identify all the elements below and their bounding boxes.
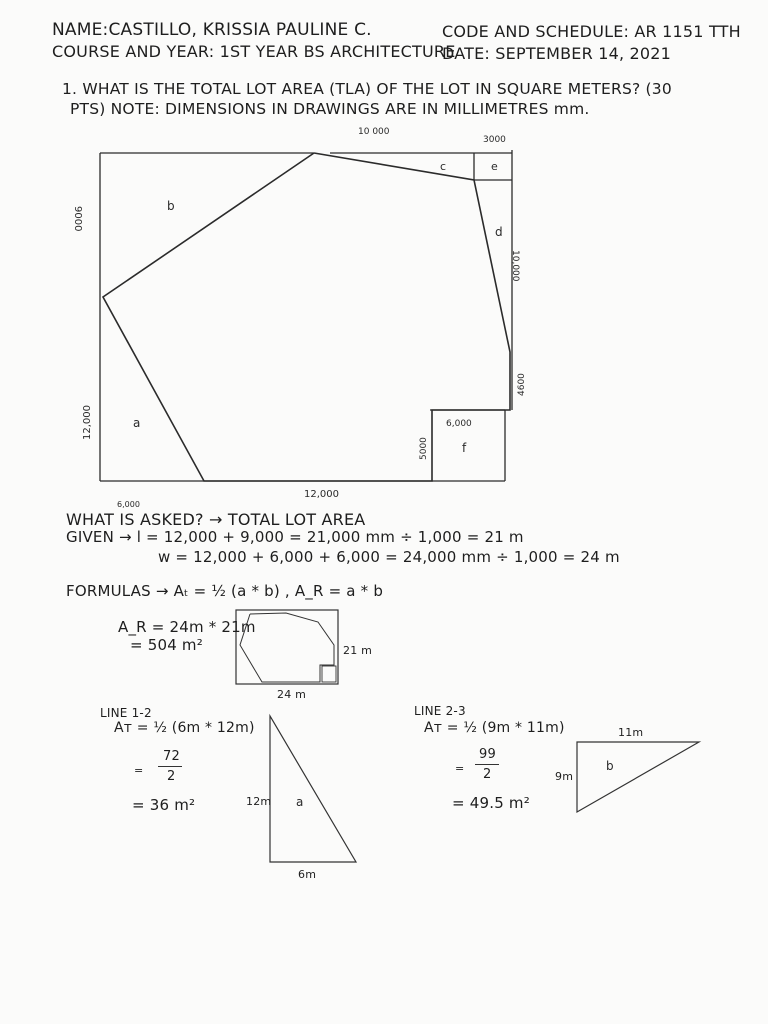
line23-denominator: 2 bbox=[483, 767, 492, 782]
line23-eq1: = bbox=[455, 762, 465, 775]
line12-eq1: = bbox=[134, 764, 144, 777]
question-line-1: 1. WHAT IS THE TOTAL LOT AREA (TLA) OF THE LOT IN SQUARE METERS? (30 bbox=[62, 80, 672, 98]
line23-numerator: 99 bbox=[479, 747, 496, 762]
line12-side-w: 6m bbox=[298, 868, 317, 881]
given-w-line: w = 12,000 + 6,000 + 6,000 = 24,000 mm ÷ 1,000 = 24 m bbox=[158, 548, 620, 566]
region-d-label: d bbox=[495, 225, 503, 239]
date: DATE: SEPTEMBER 14, 2021 bbox=[442, 44, 672, 63]
line12-result: = 36 m² bbox=[132, 796, 196, 814]
region-e-label: e bbox=[491, 160, 498, 173]
line23-result: = 49.5 m² bbox=[452, 794, 530, 812]
given-l-line: GIVEN → l = 12,000 + 9,000 = 21,000 mm ÷ 1,000 = 21 m bbox=[66, 528, 524, 546]
line23-fraction-bar bbox=[475, 764, 499, 765]
line12-title: LINE 1-2 bbox=[100, 706, 152, 720]
lot-polygon bbox=[103, 153, 510, 481]
dim-bottom-extra: 6,000 bbox=[117, 500, 140, 509]
rect-width-label: 24 m bbox=[277, 688, 307, 701]
line23-title: LINE 2-3 bbox=[414, 704, 466, 718]
line12-fraction-bar bbox=[158, 766, 182, 767]
line23-side-h: 9m bbox=[555, 770, 574, 783]
dim-step-h: 5000 bbox=[419, 437, 429, 460]
ar-calc-line2: = 504 m² bbox=[130, 636, 203, 654]
line12-formula: Aᴛ = ½ (6m * 12m) bbox=[114, 720, 255, 736]
dim-bottom: 12,000 bbox=[304, 489, 339, 500]
course-year: COURSE AND YEAR: 1ST YEAR BS ARCHITECTURE bbox=[52, 42, 456, 61]
triangle-a bbox=[270, 716, 356, 862]
region-c-label: c bbox=[440, 160, 447, 173]
line12-side-h: 12m bbox=[246, 795, 272, 808]
student-name: NAME:CASTILLO, KRISSIA PAULINE C. bbox=[52, 20, 372, 40]
dim-right-low: 4600 bbox=[517, 373, 527, 396]
asked-line: WHAT IS ASKED? → TOTAL LOT AREA bbox=[66, 510, 366, 529]
question-line-2: PTS) NOTE: DIMENSIONS IN DRAWINGS ARE IN MILLIMETRES mm. bbox=[70, 100, 590, 118]
rect-height-label: 21 m bbox=[343, 644, 373, 657]
region-f-label: f bbox=[462, 441, 467, 455]
line12-numerator: 72 bbox=[163, 749, 180, 764]
region-a-label: a bbox=[133, 416, 141, 430]
line12-denominator: 2 bbox=[167, 769, 176, 784]
dim-top-right: 3000 bbox=[483, 135, 506, 145]
dim-top: 10 000 bbox=[358, 127, 390, 137]
dim-left-top: 9000 bbox=[72, 206, 83, 232]
triangle-a-label: a bbox=[296, 795, 304, 809]
dim-step-w: 6,000 bbox=[446, 419, 472, 429]
triangle-b bbox=[577, 742, 699, 812]
ar-calc-line1: A_R = 24m * 21m bbox=[118, 618, 256, 636]
code-schedule: CODE AND SCHEDULE: AR 1151 TTH bbox=[442, 22, 741, 41]
dim-left-bottom: 12,000 bbox=[82, 405, 93, 440]
dim-right-mid: 10,000 bbox=[510, 250, 520, 282]
triangle-b-label: b bbox=[606, 759, 614, 773]
formulas-line: FORMULAS → Aₜ = ½ (a * b) , A_R = a * b bbox=[66, 582, 384, 600]
line23-side-w: 11m bbox=[618, 726, 644, 739]
line23-formula: Aᴛ = ½ (9m * 11m) bbox=[424, 720, 565, 736]
region-b-label: b bbox=[167, 199, 175, 213]
